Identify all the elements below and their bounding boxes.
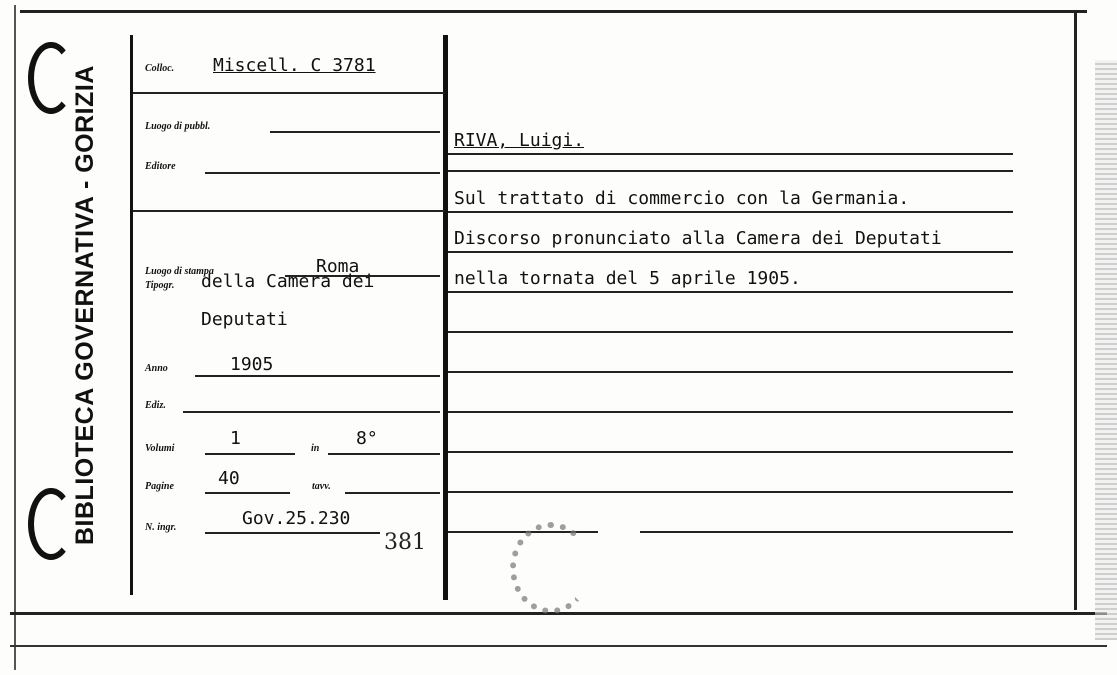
rule-right-4 xyxy=(448,251,1013,253)
label-luogo-stampa: Luogo di stampa xyxy=(145,266,214,277)
value-colloc: Miscell. C 3781 xyxy=(213,55,376,76)
title-line-2: Discorso pronunciato alla Camera dei Deputati xyxy=(454,228,942,249)
rule-right-6 xyxy=(448,331,1013,333)
rule-pagine xyxy=(205,492,290,494)
card-top-border xyxy=(20,10,1087,13)
title-line-1: Sul trattato di commercio con la Germania. xyxy=(454,188,910,209)
label-luogo-pubbl: Luogo di pubbl. xyxy=(145,121,211,132)
label-in: in xyxy=(311,443,320,454)
card-left-edge xyxy=(14,5,16,670)
rule-editore xyxy=(205,172,440,174)
rule-right-7 xyxy=(448,371,1013,373)
label-editore: Editore xyxy=(145,161,176,172)
rule-tavv xyxy=(345,492,440,494)
label-tavv: tavv. xyxy=(312,481,331,492)
value-tipogr-1: della Camera dei xyxy=(201,271,375,292)
rule-right-2 xyxy=(448,170,1013,172)
rule-in xyxy=(328,453,440,455)
rule-volumi xyxy=(205,453,295,455)
value-ningr: Gov.25.230 xyxy=(242,508,351,529)
value-volumi: 1 xyxy=(230,428,241,449)
value-pagine: 40 xyxy=(218,468,240,489)
handwritten-number: 381 xyxy=(384,530,426,555)
value-in: 8° xyxy=(356,428,378,449)
left-margin-rule xyxy=(130,35,133,595)
rule-ediz xyxy=(183,411,440,413)
center-divider-rule xyxy=(443,35,448,600)
rule-luogo-pubbl xyxy=(270,131,440,133)
rule-colloc xyxy=(133,92,445,94)
value-tipogr-2: Deputati xyxy=(201,309,288,330)
rule-right-11b xyxy=(640,531,1013,533)
label-ningr: N. ingr. xyxy=(145,522,177,533)
title-line-3: nella tornata del 5 aprile 1905. xyxy=(454,268,801,289)
library-stamp: BIBLIOTECA GOVERNATIVA - GORIZIA xyxy=(71,65,99,545)
label-pagine: Pagine xyxy=(145,481,174,492)
rule-right-3 xyxy=(448,211,1013,213)
card-right-border xyxy=(1074,10,1077,610)
rule-section xyxy=(133,210,445,212)
value-luogo-stampa: Roma xyxy=(316,256,360,277)
rule-right-5 xyxy=(448,291,1013,293)
rule-right-10 xyxy=(448,491,1013,493)
author-heading: RIVA, Luigi. xyxy=(454,130,585,151)
rule-anno xyxy=(195,375,440,377)
rule-right-8 xyxy=(448,411,1013,413)
label-volumi: Volumi xyxy=(145,443,175,454)
label-tipogr: Tipogr. xyxy=(145,280,175,291)
ink-blot xyxy=(510,522,592,614)
scan-edge-noise xyxy=(1095,60,1117,640)
rule-ningr xyxy=(205,532,380,534)
card-bottom-edge xyxy=(10,645,1107,647)
rule-right-1 xyxy=(448,153,1013,155)
label-colloc: Colloc. xyxy=(145,63,175,74)
value-anno: 1905 xyxy=(230,354,274,375)
label-anno: Anno xyxy=(145,363,168,374)
label-ediz: Ediz. xyxy=(145,400,166,411)
rule-right-9 xyxy=(448,451,1013,453)
